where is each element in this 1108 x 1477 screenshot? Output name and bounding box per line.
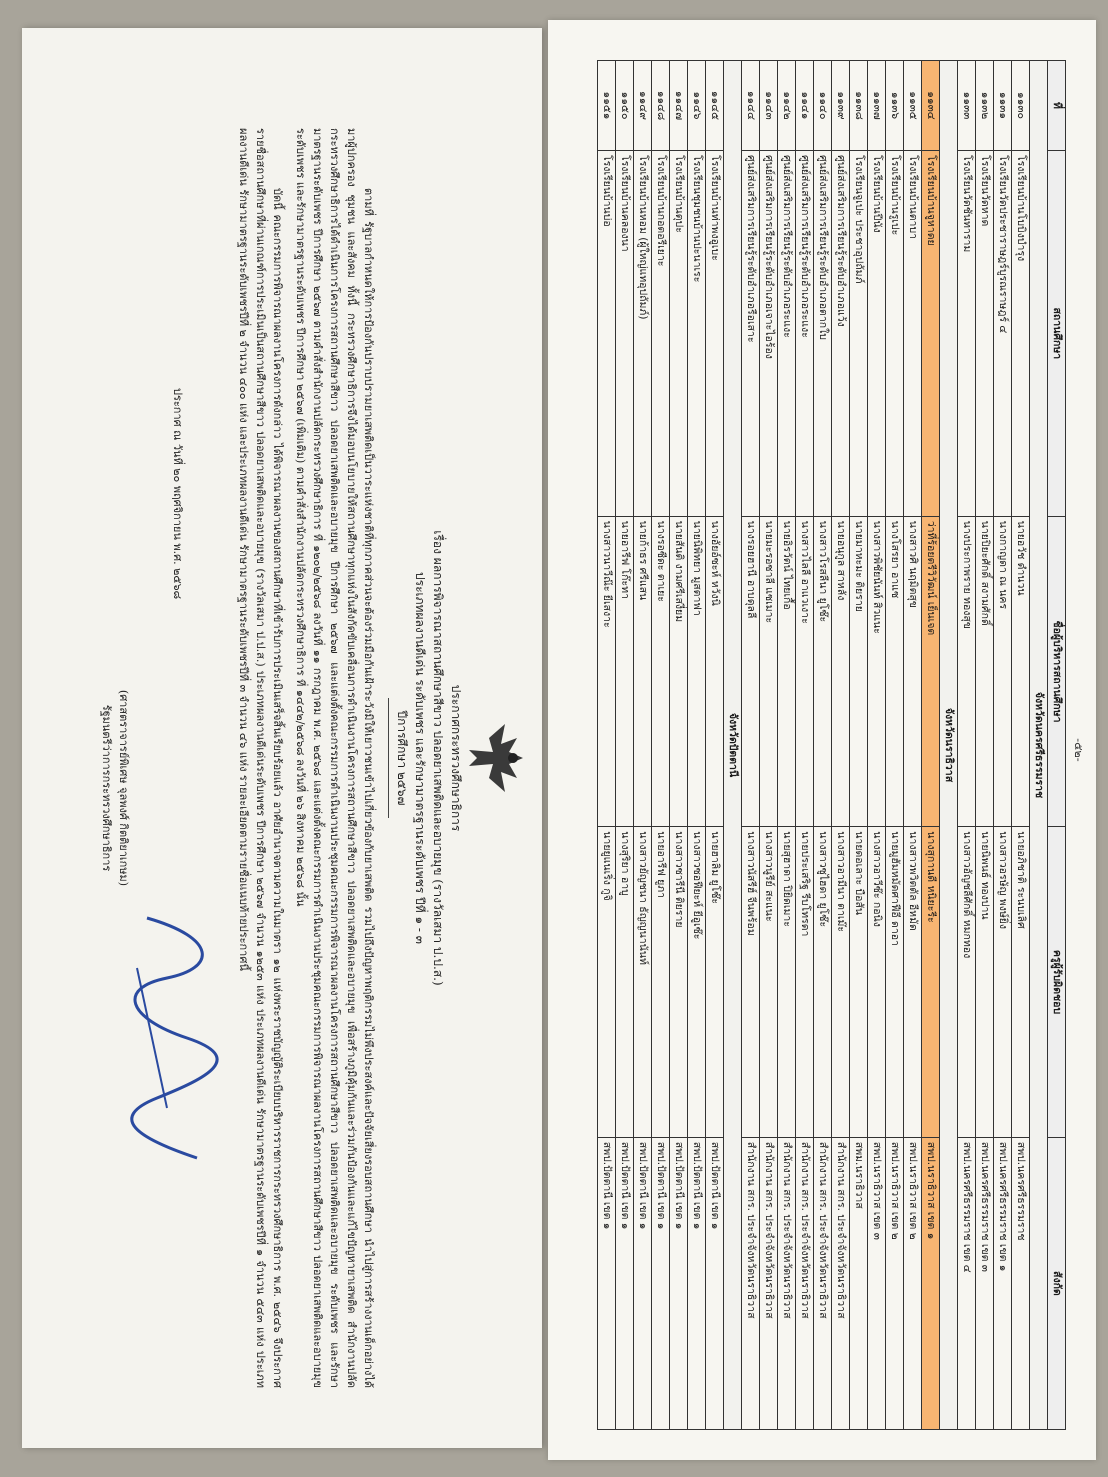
table-row [886,61,904,1430]
school-name: ศูนย์ส่งเสริมการเรียนรู้ระดับอำเภอแว้ง [832,151,850,517]
row-number: ๑๑๔๖ [688,61,706,151]
director-name: นางโสรยา อาแซ [886,516,904,827]
table-row [850,61,868,1430]
row-number: ๑๑๓๑ [994,61,1012,151]
teacher-name: นางสาวยัญชนา ธัญญนานันท์ [634,827,652,1138]
row-number: ๑๑๓๕ [904,61,922,151]
school-name: ศูนย์ส่งเสริมการเรียนรู้ระดับอำเภอตากใบ [814,151,832,517]
table-row [976,61,994,1430]
school-name: โรงเรียนบ้านหอม (ผู้ใหญ่แทอุปถัมภ์) [634,151,652,517]
col-school: สถานศึกษา [1048,151,1066,517]
teacher-name: นายสุฮาดา ปิยิดเมาะ [778,827,796,1138]
school-name: ศูนย์ส่งเสริมการเรียนรู้ระดับอำเภอรือเสาะ [742,151,760,517]
province-name: จังหวัดนครศรีธรรมราช [1030,61,1048,1430]
table-row [814,61,832,1430]
table-row [598,61,616,1430]
teacher-name: นายดอเลาะ บือสัน [850,827,868,1138]
affiliation: สพป.นครศรีธรรมราช เขต ๓ [976,1137,994,1429]
director-name: ว่าที่ร้อยตรีวิวัฒน์ เย็นเจต [922,516,940,827]
table-row [760,61,778,1430]
school-name: โรงเรียนบ้านบ่อ [598,151,616,517]
teacher-name: นางสาวอามีนา ตาเม๊ะ [832,827,850,1138]
table-row [868,61,886,1430]
school-name: โรงเรียนบ้านโบบิงบำรุง [1012,151,1030,517]
school-name: โรงเรียนบ้านปีนัง [868,151,886,517]
row-number: ๑๑๔๑ [796,61,814,151]
province-name: จังหวัดนราธิวาส [940,61,958,1430]
signer-name: (ศาสตราจารย์พิเศษ จุลพงศ์ กิตติยาเกษม) [117,689,130,887]
school-list-rotated-content [568,60,1088,1440]
school-name: ศูนย์ส่งเสริมการเรียนรู้ระดับอำเภอเจาะไอร้อง [760,151,778,517]
province-row [1030,61,1048,1430]
director-name: นางรอยฮานี อาบดุลลี [742,516,760,827]
table-row [616,61,634,1430]
table-row [904,61,922,1430]
row-number: ๑๑๓๖ [886,61,904,151]
school-name: โรงเรียนบ้านท่าพงอูเบะ [706,151,724,517]
affiliation: สพป.นครศรีธรรมราช เขต ๔ [958,1137,976,1429]
row-number: ๑๑๓๐ [1012,61,1030,151]
teacher-name: นางสุกานดี หนิยะรีะ [922,827,940,1138]
table-row [742,61,760,1430]
director-name: นางสาวพิชัยนันท์ สิวแนะ [868,516,886,827]
school-name: โรงเรียนจูเปะ ประชาอุปถัมภ์ [850,151,868,517]
body-paragraph-1: ตามที่ รัฐบาลกำหนดให้การป้องกันปราบปรามยาเสพติดเป็นวาระแห่งชาติที่ทุกภาคส่วนจะต้องร่วมมือกันเฝ้าระวังมิให้เยาวชนเข้าไปเกี่ยวข้องกับยาเสพติด รวมไปถึงปัญหาพฤติกรรมไม่พึงประสงค์และปัจจัยเสี่ยงรอบสถานศึกษา นำไปสู่การสร้างงานเด็กอย่างได้มาผู้ปกครอง ชุมชน และสังคม ทั้งนี้ กระทรวงศึกษาธิการจึงได้มอบนโยบายให้สถานศึกษาทุกแห่งในสังกัดขับเคลื่อนการดำเนินงานโครงการสถานศึกษาสีขาว ปลอดยาเสพติดและอบายมุข เพื่อสร้างภูมิคุ้มกันและร่วมกันป้องกันและแก้ไขปัญหายาเสพติด สำนักงานปลัดกระทรวงศึกษาธิการได้ดำเนินการโครงการสถานศึกษาสีขาว ปลอดยาเสพติดและอบายมุข ปีการศึกษา ๒๕๖๗ และแต่งตั้งคณะกรรมการดำเนินงานประชุมคณะกรรมการพิจารณาผลงานโครงการสถานศึกษาสีขาว ปลอดยาเสพติดและอบายมุข ระดับเพชร และรักษามาตรฐานระดับเพชร ปีการศึกษา ๒๕๖๗ ตามคำสั่งสำนักงานปลัดกระทรวงศึกษาธิการ ที่ ๑๒๐๒/๒๕๖๘ ลงวันที่ ๑๑ กรกฎาคม พ.ศ. ๒๕๖๘ และแต่งตั้งคณะกรรมการดำเนินงานประชุมคณะกรรมการพิจารณาผลงานโครงการสถานศึกษาสีขาว ปลอดยาเสพติดและอบายมุข ระดับเพชร และรักษามาตรฐานระดับเพชร ปีการศึกษา ๒๕๖๗ (เพิ่มเติม) ตามคำสั่งสำนักงานปลัดกระทรวงศึกษาธิการ ที่ ๑๔๔๒/๒๕๖๘ ลงวันที่ ๒๖ สิงหาคม ๒๕๖๘ นั้น [294,128,375,1388]
affiliation: สพป.นครศรีธรรมราช [1012,1137,1030,1429]
table-header-row [1048,61,1066,1430]
school-list-table [597,60,1066,1430]
director-name: นายมาหะมะ ติยราย [850,516,868,827]
signer-block [98,608,132,968]
affiliation: สพป.ปัตตานี เขต ๑ [598,1137,616,1429]
teacher-name: นายนิพนธ์ ทองปาน [976,827,994,1138]
row-number: ๑๑๔๙ [634,61,652,151]
row-number: ๑๑๔๔ [742,61,760,151]
school-name: โรงเรียนบ้านจูหาดย [922,151,940,517]
school-name: โรงเรียนวัดประชาราษฎร์บูรณราษฎร์ ๔ [994,151,1012,517]
school-name: โรงเรียนบ้านตาบา [904,151,922,517]
director-name: นางสาวไลลี อาแวเงาะ [796,516,814,827]
teacher-name: นายอารีฟ ยูภา [652,827,670,1138]
director-name: นายอวัช ดำนวน [1012,516,1030,827]
school-name: โรงเรียนบ้านกอตอรีเยาะ [652,151,670,517]
table-row [670,61,688,1430]
table-row [994,61,1012,1430]
province-name: จังหวัดปัตตานี [724,61,742,1430]
director-name: นางสาวโรสลีนา ยูโซ๊ะ [814,516,832,827]
school-name: โรงเรียนบ้านตุปะ [670,151,688,517]
announcement-page [22,28,542,1448]
teacher-name: นางสาวซูไฮดา ยูโซ๊ะ [814,827,832,1138]
row-number: ๑๑๕๐ [616,61,634,151]
teacher-name: นางสาวอรษัญ พงษ์ยิ่ง [994,827,1012,1138]
school-name: โรงเรียนบ้านรูเปะ [886,151,904,517]
row-number: ๑๑๓๙ [832,61,850,151]
teacher-name: นางสาวพวิตตัล อีหมัด [904,827,922,1138]
row-number: ๑๑๓๔ [922,61,940,151]
affiliation: สำนักงาน สกร. ประจำจังหวัดนราธิวาส [796,1137,814,1429]
header-line-1: ประกาศกระทรวงศึกษาธิการ [449,684,463,832]
teacher-name: นายมูฮัมหมัดศาฟีอี ดาอา [886,827,904,1138]
table-row [958,61,976,1430]
announcement-body [229,128,377,1388]
row-number: ๑๑๔๗ [670,61,688,151]
teacher-name: นางสุริยา อาบู [616,827,634,1138]
row-number: ๑๑๔๘ [652,61,670,151]
teacher-name: นางสาวซารีนี ติยราย [670,827,688,1138]
affiliation: สพป.ปัตตานี เขต ๑ [634,1137,652,1429]
announcement-date: ประกาศ ณ วันที่ ๒๐ พฤศจิกายน พ.ศ. ๒๕๖๘ [171,388,184,600]
teacher-name: นางสาวนัสรีฮ์ จีนพร้อม [742,827,760,1138]
director-name: นางอัยอ์ซะห์ หวังนิ [706,516,724,827]
row-number: ๑๑๓๒ [976,61,994,151]
school-name: โรงเรียนวัดหาด [976,151,994,517]
teacher-name: นางสาวนูรีย์ สะแนะ [760,827,778,1138]
header-line-3: ประเภทผลงานดีเด่น ระดับเพชร และรักษามาตรฐานระดับเพชร ปีที่ ๑ - ๓ [413,572,427,944]
col-teacher: ครูผู้รับผิดชอบ [1048,827,1066,1138]
garuda-emblem [457,88,527,1428]
table-row [832,61,850,1430]
school-name: โรงเรียนวัดชันทาราม [958,151,976,517]
teacher-name: นายยูแนเริ่ง กูจิ [598,827,616,1138]
body-paragraph-2: บัดนี้ คณะกรรมการพิจารณาผลงานโครงการดังกล่าว ได้พิจารณาผลงานของสถานศึกษาที่เข้ารับการประเมินเสร็จสิ้นเรียบร้อยแล้ว อาศัยอำนาจตามความในมาตรา ๑๒ แห่งพระราชบัญญัติระเบียบบริหารราชการกระทรวงศึกษาธิการ พ.ศ. ๒๕๔๖ จึงประกาศรายชื่อสถานศึกษาที่ผ่านเกณฑ์การประเมินเป็นสถานศึกษาสีขาว ปลอดยาเสพติดและอบายมุข (รางวัลเสมา ป.ป.ส.) ประเภทผลงานดีเด่นระดับเพชร ปีการศึกษา ๒๕๖๗ จำนวน ๑๒๕๓ แห่ง ประเภทผลงานดีเด่น รักษามาตรฐานระดับเพชรปีที่ ๑ จำนวน ๕๔๓ แห่ง ประเภทผลงานดีเด่น รักษามาตรฐานระดับเพชรปีที่ ๒ จำนวน ๔๐๐ แห่ง และประเภทผลงานดีเด่น รักษามาตรฐานระดับเพชรปีที่ ๓ จำนวน ๔๖ แห่ง รายละเอียดตามรายชื่อแนบท้ายประกาศนี้ [237,128,284,1388]
row-number: ๑๑๔๒ [778,61,796,151]
row-number: ๑๑๔๕ [706,61,724,151]
director-name: นายอิรวัตน์ ไทยเกื้อ [778,516,796,827]
affiliation: สพป.นราธิวาส เขต ๑ [922,1137,940,1429]
director-name: นางรอซีดะ ตาเยะ [652,516,670,827]
affiliation: สำนักงาน สกร. ประจำจังหวัดนราธิวาส [760,1137,778,1429]
table-row [706,61,724,1430]
affiliation: สำนักงาน สกร. ประจำจังหวัดนราธิวาส [832,1137,850,1429]
col-no: ที่ [1048,61,1066,151]
header-line-4: ปีการศึกษา ๒๕๖๗ [395,710,409,806]
teacher-name: นายอภิชาติ ระนบเลิศ [1012,827,1030,1138]
row-number: ๑๑๓๘ [850,61,868,151]
col-affiliation: สังกัด [1048,1137,1066,1429]
director-name: นายอนุกูล สาหลัง [832,516,850,827]
director-name: นางกาญดา ณ นคร [994,516,1012,827]
director-name: นางประกาพราย ทองสุข [958,516,976,827]
table-row [652,61,670,1430]
director-name: นายอารีฟ โก๊ะทา [616,516,634,827]
col-director: ชื่อผู้บริหารสถานศึกษา [1048,516,1066,827]
director-name: นายปิยะศักดิ์ สงามศักดิ์ [976,516,994,827]
school-list-page [548,20,1096,1460]
affiliation: สพป.นราธิวาส เขต ๓ [868,1137,886,1429]
teacher-name: นางสาวอัญชลีศักดิ์ หมกทอง [958,827,976,1138]
affiliation: สพป.ปัตตานี เขต ๑ [688,1137,706,1429]
row-number: ๑๑๓๗ [868,61,886,151]
teacher-name: นางสาวอาวีซ๊ะ กอนิง [868,827,886,1138]
director-name: นายมะรอซาลี แซเมาะ [760,516,778,827]
row-number: ๑๑๓๓ [958,61,976,151]
director-name: นายก้าธร ศรีแสน [634,516,652,827]
school-name: โรงเรียนบ้านคลองนา [616,151,634,517]
table-row [778,61,796,1430]
teacher-name: นางสาวซอฟียะห์ ยีอูเซ๊ะ [688,827,706,1138]
affiliation: สพป.ปัตตานี เขต ๑ [670,1137,688,1429]
row-number: ๑๑๕๑ [598,61,616,151]
signer-title: รัฐมนตรีว่าการกระทรวงศึกษาธิการ [100,704,113,872]
table-row [688,61,706,1430]
affiliation: สพป.ปัตตานี เขต ๑ [616,1137,634,1429]
school-name: โรงเรียนชุมชนบ้านปะนาเระ [688,151,706,517]
row-number: ๑๑๔๓ [760,61,778,151]
teacher-name: นายฮาลิม ยูโซ๊ะ [706,827,724,1138]
page-number: -๕๒- [1072,738,1085,762]
table-row [1012,61,1030,1430]
director-name: นางสาวนาวีณ๊ะ ยีเสงาะ [598,516,616,827]
affiliation: สพป.ปัตตานี เขต ๑ [652,1137,670,1429]
announcement-header [393,88,465,1428]
announcement-rotated-content [57,88,527,1428]
school-name: ศูนย์ส่งเสริมการเรียนรู้ระดับอำเภอระแงะ [796,151,814,517]
header-divider [388,698,389,818]
director-name: นางสาวศิ นฤมิตสุข [904,516,922,827]
director-name: นายสันติ งามศรีเสงี่ยม [670,516,688,827]
director-name: นายนิพิทยา มูสตาฟา [688,516,706,827]
province-row [724,61,742,1430]
affiliation: สพป.นราธิวาส เขต ๒ [886,1137,904,1429]
teacher-name: นายประเสริฐ รีบโทรดา [796,827,814,1138]
row-number: ๑๑๔๐ [814,61,832,151]
affiliation: สำนักงาน สกร. ประจำจังหวัดนราธิวาส [742,1137,760,1429]
affiliation: สพป.นครศรีธรรมราช เขต ๑ [994,1137,1012,1429]
table-body [598,61,1048,1430]
school-name: ศูนย์ส่งเสริมการเรียนรู้ระดับอำเภอระแงะ [778,151,796,517]
affiliation: สพป.ปัตตานี เขต ๑ [706,1137,724,1429]
header-line-2: เรื่อง ผลการพิจารณาสถานศึกษาสีขาว ปลอดยาเสพติดและอบายมุข (รางวัลเสมา ป.ป.ส.) [431,530,445,986]
table-row [922,61,940,1430]
affiliation: สพป.นราธิวาส เขต ๒ [904,1137,922,1429]
affiliation: สำนักงาน สกร. ประจำจังหวัดนราธิวาส [814,1137,832,1429]
table-row [796,61,814,1430]
affiliation: สพม.นราธิวาส [850,1137,868,1429]
table-row [634,61,652,1430]
affiliation: สำนักงาน สกร. ประจำจังหวัดนราธิวาส [778,1137,796,1429]
province-row [940,61,958,1430]
